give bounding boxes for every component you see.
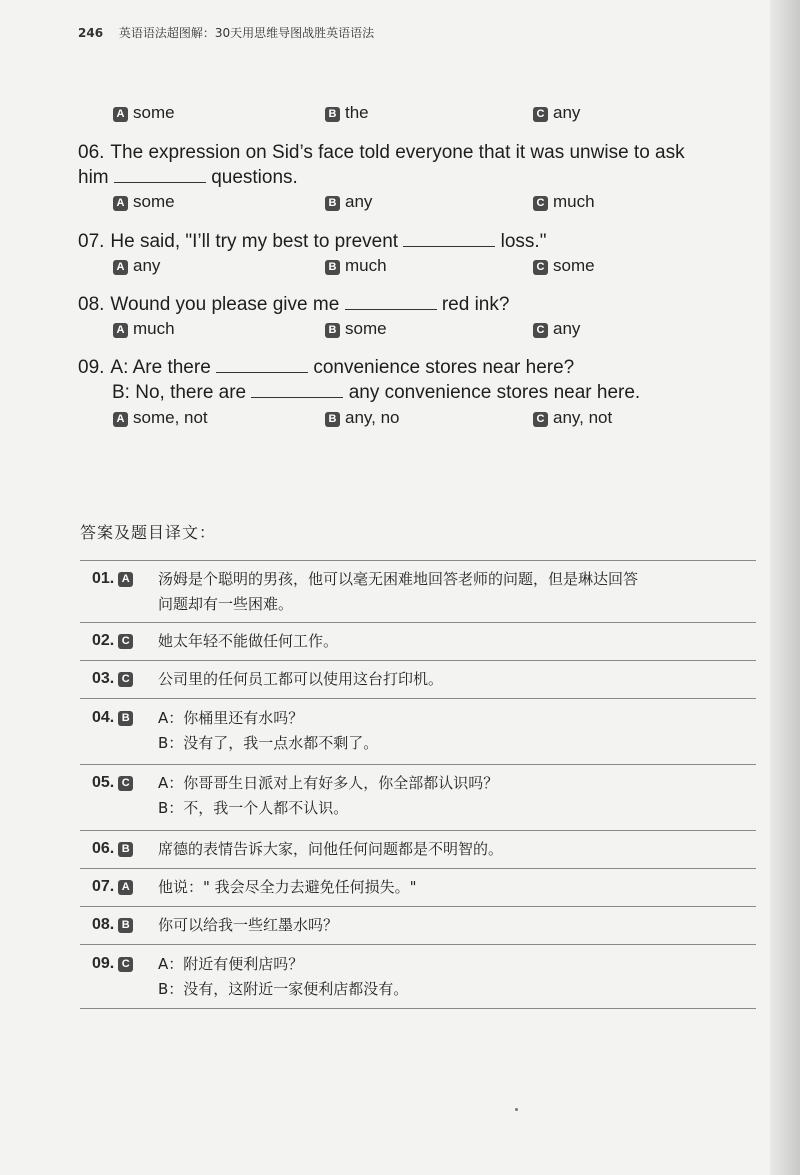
q06-option-b: B any (325, 191, 372, 213)
q08-option-a: A much (113, 318, 175, 340)
answer-04-number: 04. B (92, 709, 138, 727)
answer-letter-badge: C (118, 634, 133, 649)
q05-option-a: A some (113, 102, 175, 124)
divider (80, 868, 756, 869)
divider (80, 1008, 756, 1009)
answer-letter-badge: A (118, 572, 133, 587)
divider (80, 944, 756, 945)
divider (80, 660, 756, 661)
answer-letter-badge: C (118, 776, 133, 791)
answer-letter-badge: B (118, 711, 133, 726)
answers-title: 答案及题目译文： (80, 523, 217, 542)
answer-08-number: 08. B (92, 916, 138, 934)
divider (80, 560, 756, 561)
answer-blank (403, 232, 495, 247)
divider (80, 906, 756, 907)
book-title: 英语语法超图解：30天用思维导图战胜英语语法 (118, 26, 375, 40)
option-letter-badge: A (113, 107, 128, 122)
answer-05-number: 05. C (92, 774, 138, 792)
answer-blank (251, 383, 343, 398)
q08-option-b: B some (325, 318, 387, 340)
answer-blank (345, 295, 437, 310)
answer-09-text: A：附近有便利店吗？ B：没有，这附近一家便利店都没有。 (158, 955, 409, 998)
q09-option-b: B any, no (325, 407, 400, 429)
answer-06-number: 06. B (92, 840, 138, 858)
answer-03-number: 03. C (92, 670, 138, 688)
page-edge-shadow (770, 0, 800, 1175)
answer-03-text: 公司里的任何员工都可以使用这台打印机。 (158, 670, 444, 688)
q05-option-c: C any (533, 102, 580, 124)
answer-02-text: 她太年轻不能做任何工作。 (158, 632, 339, 650)
answer-letter-badge: A (118, 880, 133, 895)
q05-option-b: B the (325, 102, 369, 124)
answer-06-text: 席德的表情告诉大家，问他任何问题都是不明智的。 (158, 840, 504, 858)
question-08: 08. Wound you please give me red ink? (78, 294, 510, 315)
answer-letter-badge: B (118, 918, 133, 933)
answer-09-number: 09. C (92, 955, 138, 973)
answer-blank (216, 358, 308, 373)
q08-option-c: C any (533, 318, 580, 340)
q07-option-b: B much (325, 255, 387, 277)
page-number: 246 (78, 26, 104, 40)
divider (80, 830, 756, 831)
answer-letter-badge: B (118, 842, 133, 857)
answer-04-text: A：你桶里还有水吗？ B：没有了，我一点水都不剩了。 (158, 709, 379, 752)
answer-08-text: 你可以给我一些红墨水吗？ (158, 916, 339, 934)
option-letter-badge: B (325, 107, 340, 122)
print-speck (515, 1108, 518, 1111)
divider (80, 764, 756, 765)
q09-option-c: C any, not (533, 407, 612, 429)
page-header (78, 24, 374, 41)
question-09: 09. A: Are there convenience stores near here? B: No, there are any convenience stores near here. (78, 357, 641, 403)
answer-02-number: 02. C (92, 632, 138, 650)
answer-05-text: A：你哥哥生日派对上有好多人，你全部都认识吗？ B：不，我一个人都不认识。 (158, 774, 499, 817)
option-letter-badge: C (533, 107, 548, 122)
q07-option-c: C some (533, 255, 595, 277)
q06-option-a: A some (113, 191, 175, 213)
answer-blank (114, 168, 206, 183)
divider (80, 698, 756, 699)
q07-option-a: A any (113, 255, 160, 277)
answer-07-text: 他说：" 我会尽全力去避免任何损失。" (158, 878, 417, 896)
answer-letter-badge: C (118, 957, 133, 972)
divider (80, 622, 756, 623)
question-06: 06. The expression on Sid’s face told everyone that it was unwise to ask him questions. (78, 142, 685, 188)
answer-07-number: 07. A (92, 878, 138, 896)
q09-option-a: A some, not (113, 407, 208, 429)
answer-01-text: 汤姆是个聪明的男孩，他可以毫无困难地回答老师的问题，但是琳达回答 问题却有一些困难。 (158, 570, 639, 613)
answer-01-number: 01. A (92, 570, 138, 588)
answer-letter-badge: C (118, 672, 133, 687)
q06-option-c: C much (533, 191, 595, 213)
question-07: 07. He said, "I’ll try my best to prevent loss." (78, 231, 547, 252)
